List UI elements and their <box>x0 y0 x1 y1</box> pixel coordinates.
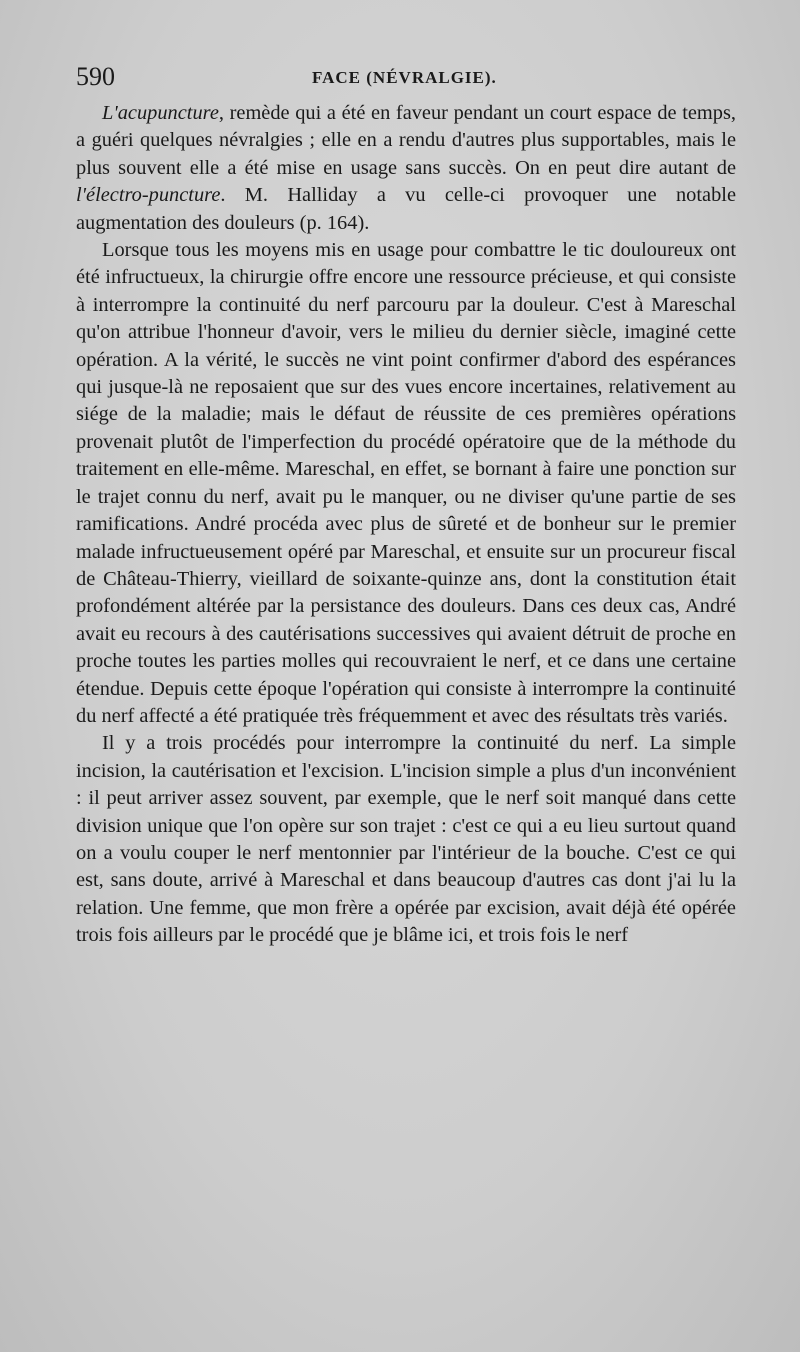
paragraph-acupuncture <box>76 100 736 237</box>
paragraph-procedes: Il y a trois procédés pour interrompre la continuité du nerf. La simple incision, la cautérisation et l'excision. L'incision simple a plus d'un inconvénient : il peut arriver assez souvent, par exemple, que le nerf soit manqué dans cette division unique que l'on opère sur son trajet : c'est ce qui a eu lieu surtout quand on a voulu couper le nerf mentonnier par l'intérieur de la bouche. C'est ce qui est, sans doute, arrivé à Mareschal et dans beaucoup d'autres cas dont j'ai lu la relation. Une femme, que mon frère a opérée par excision, avait déjà été opérée trois fois ailleurs par le procédé que je blâme ici, et trois fois le nerf <box>76 732 736 947</box>
paragraph-text: , remède qui a été en faveur pendant un court espace de temps, a guéri quelques névralgies ; elle en a rendu d'autres plus supportables, mais le plus souvent elle a été mise en usage sans succès. On en peut dire autant de <box>76 102 736 179</box>
page-header <box>76 62 736 96</box>
body-text <box>76 100 736 950</box>
page-number: 590 <box>76 62 115 91</box>
term-acupuncture: L'acupuncture <box>102 102 219 124</box>
running-head: FACE (NÉVRALGIE). <box>312 68 497 87</box>
term-electro-puncture: l'électro-puncture <box>76 184 221 207</box>
paragraph-text: . M. Halliday a vu celle-ci provoquer une notable augmentation des douleurs (p. 164). <box>76 184 736 234</box>
paragraph-chirurgie: Lorsque tous les moyens mis en usage pour combattre le tic douloureux ont été infructueux, la chirurgie offre encore une ressource précieuse, et qui consiste à interrompre la continuité du nerf parcouru par la douleur. C'est à Mareschal qu'on attribue l'honneur d'avoir, vers le milieu du dernier siècle, imaginé cette opération. A la vérité, le succès ne vint point confirmer d'abord des espérances qui jusque-là ne reposaient que sur des vues encore incertaines, relativement au siége de la maladie; mais le défaut de réussite de ces premières opérations provenait plutôt de l'imperfection du procédé opératoire que de la méthode du traitement en elle-même. Mareschal, en effet, se bornant à faire une ponction sur le trajet connu du nerf, avait pu le manquer, ou ne diviser qu'une partie de ses ramifications. André procéda avec plus de sûreté et de bonheur sur le premier malade infructueusement opéré par Mareschal, et ensuite sur un procureur fiscal de Château-Thierry, vieillard de soixante-quinze ans, dont la constitution était profondément altérée par la persistance des douleurs. Dans ces deux cas, André avait eu recours à des cautérisations successives qui avaient détruit de proche en proche toutes les parties molles qui recouvraient le nerf, et ce dans une certaine étendue. Depuis cette époque l'opération qui consiste à interrompre la continuité du nerf affecté a été pratiquée très fréquemment et avec des résultats très variés. <box>76 239 736 727</box>
